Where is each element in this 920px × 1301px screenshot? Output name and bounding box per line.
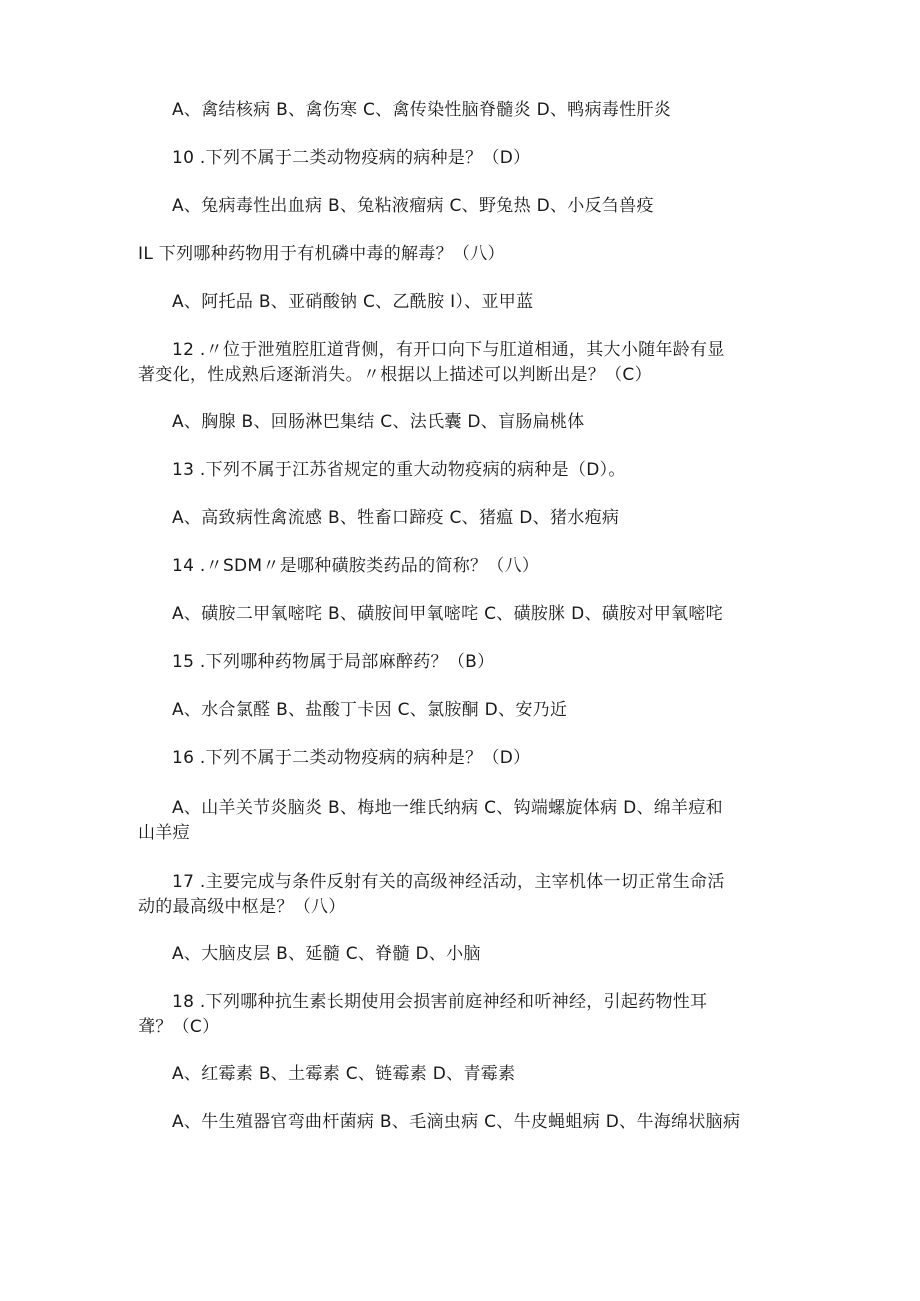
answer-options-16: A、山羊关节炎脑炎 B、梅地一维氏纳病 C、钩端螺旋体病 D、绵羊痘和山羊痘 (138, 798, 723, 843)
answer-options-9: A、禽结核病 B、禽伤寒 C、禽传染性脑脊髓炎 D、鸭病毒性肝炎 (172, 100, 672, 120)
answer-options-18: A、红霉素 B、土霉素 C、链霉素 D、青霉素 (172, 1064, 516, 1084)
question-18: 18 .下列哪种抗生素长期使用会损害前庭神经和听神经，引起药物性耳聋？（C） (138, 992, 708, 1037)
answer-options-11: A、阿托品 B、亚硝酸钠 C、乙酰胺 I）、亚甲蓝 (172, 292, 534, 312)
question-17: 17 .主要完成与条件反射有关的高级神经活动，主宰机体一切正常生命活动的最高级中枢是？（八） (138, 872, 725, 917)
question-13: 13 .下列不属于江苏省规定的重大动物疫病的病种是（D）。 (172, 460, 626, 480)
answer-options-17: A、大脑皮层 B、延髓 C、脊髓 D、小脑 (172, 944, 481, 964)
question-10: 10 .下列不属于二类动物疫病的病种是？（D） (172, 148, 531, 168)
question-11: IL 下列哪种药物用于有机磷中毒的解毒？（八） (138, 244, 505, 264)
question-12: 12 .〃位于泄殖腔肛道背侧，有开口向下与肛道相通，其大小随年龄有显著变化，性成熟后逐渐消失。〃根据以上描述可以判断出是？（C） (138, 340, 725, 385)
answer-options-19: A、牛生殖器官弯曲杆菌病 B、毛滴虫病 C、牛皮蝇蛆病 D、牛海绵状脑病 (172, 1112, 741, 1132)
question-15: 15 .下列哪种药物属于局部麻醉药？（B） (172, 652, 495, 672)
question-16: 16 .下列不属于二类动物疫病的病种是？（D） (172, 748, 531, 768)
answer-options-10: A、兔病毒性出血病 B、兔粘液瘤病 C、野兔热 D、小反刍兽疫 (172, 196, 654, 216)
answer-options-13: A、高致病性禽流感 B、牲畜口蹄疫 C、猪瘟 D、猪水疱病 (172, 508, 620, 528)
answer-options-15: A、水合氯醛 B、盐酸丁卡因 C、氯胺酮 D、安乃近 (172, 700, 568, 720)
answer-options-12: A、胸腺 B、回肠淋巴集结 C、法氏囊 D、盲肠扁桃体 (172, 412, 585, 432)
question-14: 14 .〃SDM〃是哪种磺胺类药品的简称？（八） (172, 556, 540, 576)
answer-options-14: A、磺胺二甲氧嘧咤 B、磺胺间甲氧嘧咤 C、磺胺脒 D、磺胺对甲氧嘧咤 (172, 604, 723, 624)
